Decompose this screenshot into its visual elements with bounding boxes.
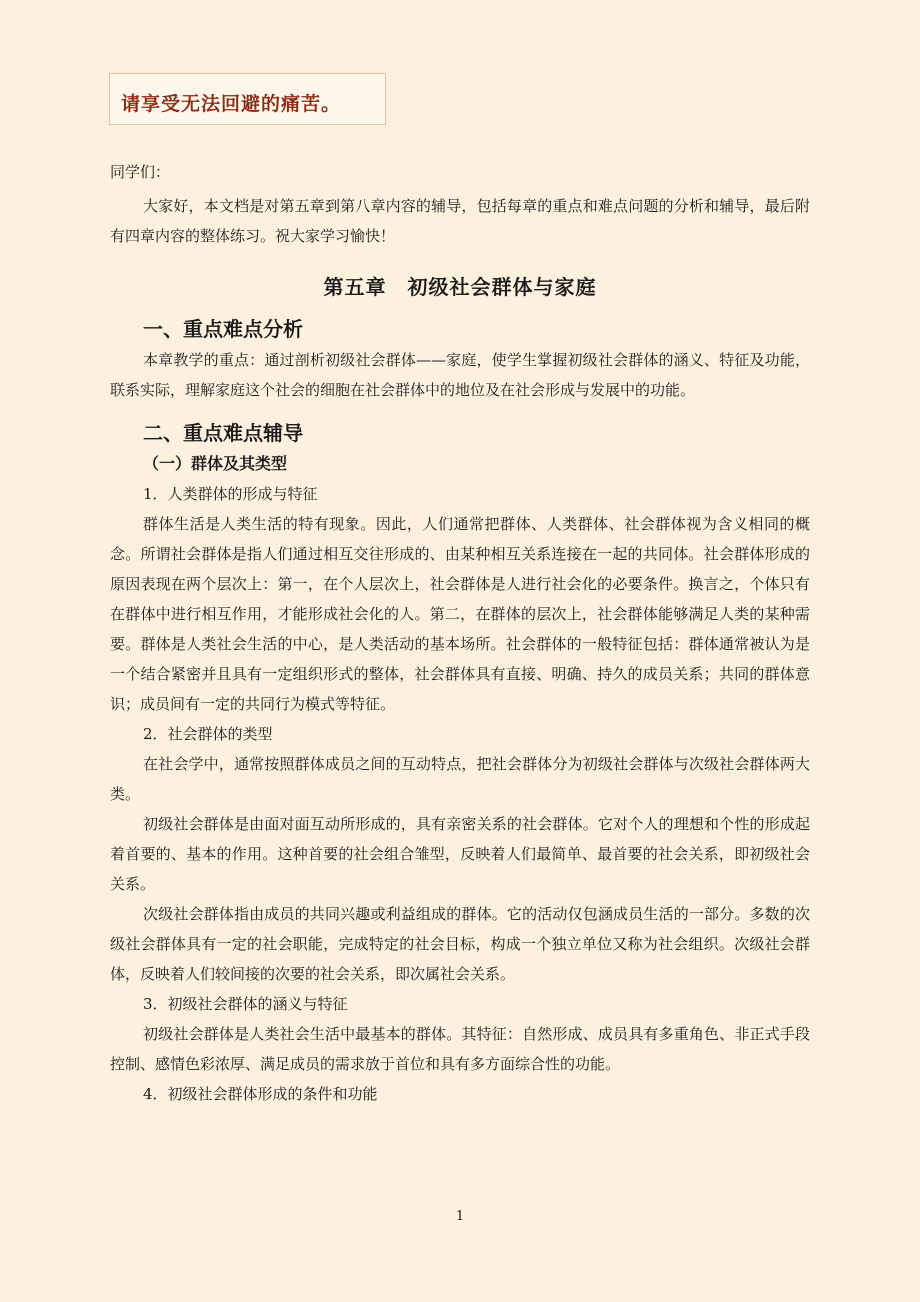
quote-banner-text: 请享受无法回避的痛苦。 [121,93,342,115]
item-title-4: 4．初级社会群体形成的条件和功能 [143,1085,378,1103]
intro-paragraph: 大家好，本文档是对第五章到第八章内容的辅导，包括每章的重点和难点问题的分析和辅导，最后附有四章内容的整体练习。祝大家学习愉快！ [110,197,810,245]
quote-banner [109,73,386,125]
item-title-1: 1．人类群体的形成与特征 [143,485,318,503]
item-body-2b: 初级社会群体是由面对面互动所形成的，具有亲密关系的社会群体。它对个人的理想和个性的形成起着首要的、基本的作用。这种首要的社会组合雏型，反映着人们最简单、最首要的社会关系，即初级社会关系。 [110,815,810,893]
document-body [110,157,810,1109]
section-analysis-body: 本章教学的重点：通过剖析初级社会群体——家庭，使学生掌握初级社会群体的涵义、特征及功能，联系实际，理解家庭这个社会的细胞在社会群体中的地位及在社会形成与发展中的功能。 [110,351,810,399]
section-heading-guidance: 二、重点难点辅导 [143,421,303,445]
section-heading-analysis: 一、重点难点分析 [143,317,303,341]
subsection-heading-groups: （一）群体及其类型 [143,454,288,473]
item-body-1: 群体生活是人类生活的特有现象。因此，人们通常把群体、人类群体、社会群体视为含义相同的概念。所谓社会群体是指人们通过相互交往形成的、由某种相互关系连接在一起的共同体。社会群体形成的原因表现在两个层次上：第一，在个人层次上，社会群体是人进行社会化的必要条件。换言之，个体只有在群体中进行相互作用，才能形成社会化的人。第二，在群体的层次上，社会群体能够满足人类的某种需要。群体是人类社会生活的中心，是人类活动的基本场所。社会群体的一般特征包括：群体通常被认为是一个结合紧密并且具有一定组织形式的整体，社会群体具有直接、明确、持久的成员关系；共同的群体意识；成员间有一定的共同行为模式等特征。 [110,515,810,713]
item-body-2a: 在社会学中，通常按照群体成员之间的互动特点，把社会群体分为初级社会群体与次级社会群体两大类。 [110,755,810,803]
item-title-2: 2．社会群体的类型 [143,725,273,743]
page-number: 1 [455,1209,465,1224]
chapter-title: 第五章 初级社会群体与家庭 [323,275,597,299]
item-title-3: 3．初级社会群体的涵义与特征 [143,995,348,1013]
item-body-3: 初级社会群体是人类社会生活中最基本的群体。其特征：自然形成、成员具有多重角色、非正式手段控制、感情色彩浓厚、满足成员的需求放于首位和具有多方面综合性的功能。 [110,1025,810,1073]
item-body-2c: 次级社会群体指由成员的共同兴趣或利益组成的群体。它的活动仅包涵成员生活的一部分。多数的次级社会群体具有一定的社会职能，完成特定的社会目标，构成一个独立单位又称为社会组织。次级社会群体，反映着人们较间接的次要的社会关系，即次属社会关系。 [110,905,810,983]
greeting: 同学们： [110,163,171,181]
